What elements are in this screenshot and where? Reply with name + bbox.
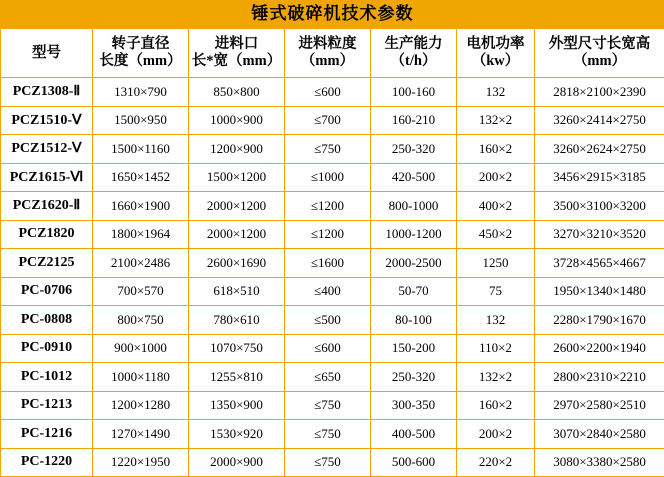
table-cell: ≤600	[285, 78, 371, 107]
header-row	[1, 29, 664, 78]
cell-model: PCZ1512-Ⅴ	[1, 135, 93, 164]
table-cell: 1270×1490	[93, 420, 189, 449]
table-cell: 2100×2486	[93, 249, 189, 278]
table-row	[1, 334, 664, 363]
cell-model: PC-0910	[1, 334, 93, 363]
table-cell: 132×2	[457, 363, 535, 392]
table-cell: 3080×3380×2580	[535, 448, 664, 477]
column-header-model: 型号	[1, 29, 93, 78]
table-cell: 1200×1280	[93, 391, 189, 420]
table-row	[1, 163, 664, 192]
table-cell: 150-200	[371, 334, 457, 363]
table-row	[1, 277, 664, 306]
table-cell: 850×800	[189, 78, 285, 107]
table-cell: ≤1600	[285, 249, 371, 278]
table-cell: ≤750	[285, 420, 371, 449]
table-cell: 50-70	[371, 277, 457, 306]
table-cell: 1650×1452	[93, 163, 189, 192]
table-cell: 3500×3100×3200	[535, 192, 664, 221]
table-cell: 160×2	[457, 135, 535, 164]
table-cell: 250-320	[371, 363, 457, 392]
table-row	[1, 192, 664, 221]
table-cell: 1950×1340×1480	[535, 277, 664, 306]
table-row	[1, 391, 664, 420]
table-cell: 2000×1200	[189, 220, 285, 249]
table-cell: 200×2	[457, 420, 535, 449]
cell-model: PC-1216	[1, 420, 93, 449]
cell-model: PCZ1615-Ⅵ	[1, 163, 93, 192]
table-cell: 1500×1200	[189, 163, 285, 192]
column-header-motor-power: 电机功率 （kw）	[457, 29, 535, 78]
table-cell: 132×2	[457, 106, 535, 135]
table-cell: 300-350	[371, 391, 457, 420]
table-cell: 2280×1790×1670	[535, 306, 664, 335]
table-cell: 2000×900	[189, 448, 285, 477]
table-cell: ≤1000	[285, 163, 371, 192]
table-row	[1, 306, 664, 335]
column-header-feed-size: 进料粒度 （mm）	[285, 29, 371, 78]
table-cell: 1500×1160	[93, 135, 189, 164]
table-cell: ≤750	[285, 135, 371, 164]
table-cell: 1000×900	[189, 106, 285, 135]
cell-model: PC-1213	[1, 391, 93, 420]
column-header-capacity: 生产能力 （t/h）	[371, 29, 457, 78]
table-cell: 1000-1200	[371, 220, 457, 249]
table-cell: 2000-2500	[371, 249, 457, 278]
table-row	[1, 363, 664, 392]
table-cell: 1255×810	[189, 363, 285, 392]
table-cell: 800-1000	[371, 192, 457, 221]
table-head	[1, 0, 664, 78]
table-cell: 500-600	[371, 448, 457, 477]
table-cell: 1250	[457, 249, 535, 278]
table-row	[1, 249, 664, 278]
table-cell: 200×2	[457, 163, 535, 192]
table-cell: 2600×1690	[189, 249, 285, 278]
cell-model: PCZ1620-Ⅱ	[1, 192, 93, 221]
table-cell: ≤700	[285, 106, 371, 135]
table-cell: 1660×1900	[93, 192, 189, 221]
table-row	[1, 420, 664, 449]
table-row	[1, 78, 664, 107]
table-cell: 420-500	[371, 163, 457, 192]
table-cell: 3728×4565×4667	[535, 249, 664, 278]
page-title: 锤式破碎机技术参数	[1, 0, 664, 29]
table-cell: ≤500	[285, 306, 371, 335]
table-cell: 2600×2200×1940	[535, 334, 664, 363]
table-row	[1, 448, 664, 477]
table-cell: 400-500	[371, 420, 457, 449]
table-cell: ≤750	[285, 391, 371, 420]
table-row	[1, 220, 664, 249]
table-cell: 700×570	[93, 277, 189, 306]
table-cell: 1000×1180	[93, 363, 189, 392]
table-cell: 400×2	[457, 192, 535, 221]
cell-model: PC-0706	[1, 277, 93, 306]
table-cell: 1350×900	[189, 391, 285, 420]
table-cell: 618×510	[189, 277, 285, 306]
table-cell: ≤400	[285, 277, 371, 306]
cell-model: PCZ1510-Ⅴ	[1, 106, 93, 135]
table-row	[1, 106, 664, 135]
table-cell: 80-100	[371, 306, 457, 335]
table-cell: 1070×750	[189, 334, 285, 363]
table-cell: 132	[457, 78, 535, 107]
table-cell: 450×2	[457, 220, 535, 249]
table-cell: 3260×2624×2750	[535, 135, 664, 164]
table-cell: 780×610	[189, 306, 285, 335]
table-body	[1, 78, 664, 477]
cell-model: PCZ2125	[1, 249, 93, 278]
table-cell: 160-210	[371, 106, 457, 135]
table-cell: 2000×1200	[189, 192, 285, 221]
table-cell: 3270×3210×3520	[535, 220, 664, 249]
table-cell: 1200×900	[189, 135, 285, 164]
column-header-rotor-diameter-length: 转子直径 长度（mm）	[93, 29, 189, 78]
table-cell: 2970×2580×2510	[535, 391, 664, 420]
table-cell: 100-160	[371, 78, 457, 107]
table-cell: 1500×950	[93, 106, 189, 135]
table-cell: 75	[457, 277, 535, 306]
table-cell: 1310×790	[93, 78, 189, 107]
cell-model: PC-1012	[1, 363, 93, 392]
table-row	[1, 135, 664, 164]
cell-model: PCZ1820	[1, 220, 93, 249]
table-cell: 3260×2414×2750	[535, 106, 664, 135]
table-cell: 220×2	[457, 448, 535, 477]
table-cell: 3456×2915×3185	[535, 163, 664, 192]
table-cell: 250-320	[371, 135, 457, 164]
table-cell: 1220×1950	[93, 448, 189, 477]
table-cell: 160×2	[457, 391, 535, 420]
table-cell: 900×1000	[93, 334, 189, 363]
table-cell: 1530×920	[189, 420, 285, 449]
table-cell: 1800×1964	[93, 220, 189, 249]
table-cell: 3070×2840×2580	[535, 420, 664, 449]
cell-model: PCZ1308-Ⅱ	[1, 78, 93, 107]
table-cell: 800×750	[93, 306, 189, 335]
table-cell: ≤750	[285, 448, 371, 477]
table-cell: 2800×2310×2210	[535, 363, 664, 392]
table-cell: 110×2	[457, 334, 535, 363]
table-cell: ≤1200	[285, 220, 371, 249]
cell-model: PC-0808	[1, 306, 93, 335]
table-cell: ≤1200	[285, 192, 371, 221]
cell-model: PC-1220	[1, 448, 93, 477]
table-cell: ≤650	[285, 363, 371, 392]
column-header-dimensions: 外型尺寸长宽高 （mm）	[535, 29, 664, 78]
column-header-feed-opening: 进料口 长*宽（mm）	[189, 29, 285, 78]
table-cell: 132	[457, 306, 535, 335]
table-cell: 2818×2100×2390	[535, 78, 664, 107]
title-row	[1, 0, 664, 29]
table-cell: ≤600	[285, 334, 371, 363]
